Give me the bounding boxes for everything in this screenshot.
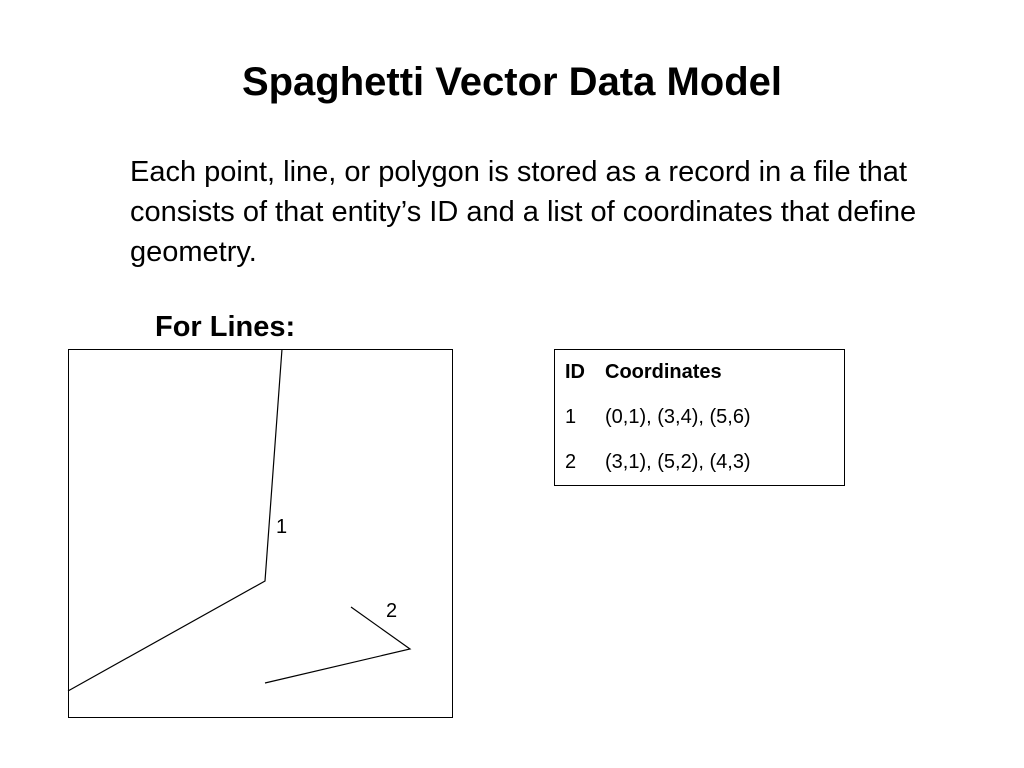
table-header-id: ID	[565, 361, 585, 383]
line-feature-1	[68, 349, 282, 691]
table-header-row	[555, 350, 845, 396]
slide-title: Spaghetti Vector Data Model	[241, 60, 783, 104]
line-map-canvas	[68, 349, 453, 718]
description-text: Each point, line, or polygon is stored as a record in a file that consists of that entity’s ID and a list of coordinates that define geometry.	[130, 156, 917, 268]
table-cell-coordinates: (0,1), (3,4), (5,6)	[605, 406, 751, 428]
table-cell-coordinates: (3,1), (5,2), (4,3)	[605, 451, 751, 473]
table-row	[555, 440, 845, 486]
table-row	[555, 395, 845, 440]
coordinates-table	[554, 349, 845, 486]
table-cell-id: 1	[565, 406, 577, 428]
section-label: For Lines:	[155, 311, 296, 343]
table-cell-id: 2	[565, 451, 577, 473]
line-label-2: 2	[386, 600, 398, 622]
line-map-figure	[68, 349, 453, 718]
table-header-coordinates: Coordinates	[605, 361, 722, 383]
line-label-1: 1	[276, 516, 288, 538]
